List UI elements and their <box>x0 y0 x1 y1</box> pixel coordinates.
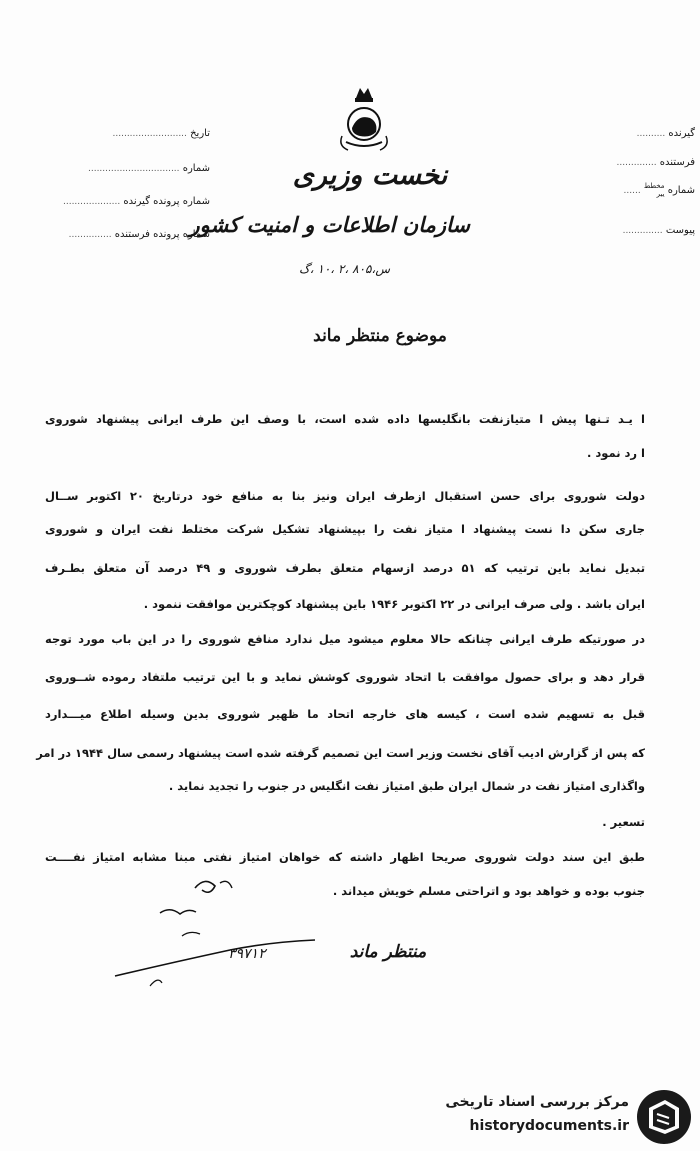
recipient-label: گیرنده <box>668 128 695 139</box>
sublabel-line1: مخطط <box>643 182 665 190</box>
sender-file-number-label: شماره پرونده فرستنده <box>114 229 210 240</box>
handwritten-numbers: ۳۹۷۱۲ <box>228 946 266 962</box>
body-line: تسعیر . <box>602 815 645 829</box>
body-line: جاری سکن دا نست پیشنهاد ا متیاز نفت را بپیشنهاد تشکیل شرکت مختلط نفت ایران و شوروی <box>45 522 645 536</box>
recipient-field <box>565 128 695 139</box>
body-line: واگذاری امتیاز نفت در شمال ایران طبق امتیاز نفت انگلیس در جنوب را تجدید نماید . <box>168 779 645 793</box>
body-line: جنوب بوده و خواهد بود و اتراحتی مسلم خویش میداند . <box>332 884 645 898</box>
date-label: تاریخ <box>190 128 210 139</box>
right-number-dots: ...... <box>623 186 641 196</box>
subject-heading: موضوع منتظر ماند <box>313 326 447 346</box>
recipient-file-number-field <box>63 196 210 207</box>
number-dots: ................................ <box>87 164 180 174</box>
sender-field <box>565 157 695 168</box>
body-line: قرار دهد و برای حصول موافقت با اتحاد شوروی کوشش نماید و با این ترتیب ملتفاد رموده شــوروی <box>45 670 645 684</box>
number-field <box>88 163 210 174</box>
sublabel-line2: ییر <box>656 190 665 198</box>
date-dots: .......................... <box>112 129 187 139</box>
lion-and-sun-emblem-icon <box>330 84 398 162</box>
body-line: تبدیل نماید باین ترتیب که ۵۱ درصد ازسهام متعلق بطرف شوروی و ۴۹ درصد آن متعلق بطـرف <box>45 561 646 575</box>
body-line: دولت شوروی برای حسن استقبال ازطرف ایران ونیز بنا به منافع خود درتاریخ ۲۰ اکتوبر ســال <box>45 489 645 503</box>
recipient-file-dots: .................... <box>62 197 121 207</box>
right-number-sublabel <box>644 182 665 198</box>
attachment-field <box>565 225 695 236</box>
right-number-label: شماره <box>667 185 695 196</box>
watermark <box>405 1086 697 1148</box>
organization-subtitle: سازمان اطلاعات و امنیت کشور <box>189 212 470 237</box>
organization-title: نخست وزیری <box>292 160 448 191</box>
attachment-label: پیوست <box>665 225 695 236</box>
recipient-dots: .......... <box>636 129 666 139</box>
sender-file-number-field <box>69 229 210 240</box>
body-line: ا رد نمود . <box>587 446 645 460</box>
watermark-title: مرکز بررسی اسناد تاریخی <box>445 1094 629 1110</box>
body-line: در صورتیکه طرف ایرانی چنانکه حالا معلوم میشود میل ندارد منافع شوروی را در این باب مورد توجه <box>45 632 645 646</box>
date-field <box>113 128 210 139</box>
sender-dots: .............. <box>616 158 657 168</box>
body-line: قبل به تسهیم شده است ، کیسه های خارجه اتحاد ما ظهیر شوروی بدین وسیله اطلاع میـــدارد <box>45 707 645 721</box>
body-line: طبق این سند دولت شوروی صریحا اظهار داشته که خواهان امتیاز نفتی مبنا مشابه امتیاز نفــــت <box>45 850 645 864</box>
attachment-dots: .............. <box>622 226 663 236</box>
sender-file-dots: ............... <box>68 230 112 240</box>
body-line: که پس از گزارش ادیب آقای نخست وزیر است این تصمیم گرفته شده است پیشنهاد رسمی سال ۱۹۴۴ در امر <box>36 746 645 760</box>
watermark-url: historydocuments.ir <box>469 1118 629 1134</box>
body-line: ایران باشد . ولی صرف ایرانی در ۲۲ اکتوبر ۱۹۴۶ باین پیشنهاد کوچکترین موافقت ننمود . <box>143 597 645 611</box>
archive-logo-icon <box>635 1088 693 1146</box>
handwritten-signature-icon <box>110 868 350 988</box>
number-label: شماره <box>182 163 210 174</box>
reference-number: س،۸۰۵ ،۲ ،۱۰ ،گ <box>298 262 390 276</box>
recipient-file-number-label: شماره پرونده گیرنده <box>123 196 210 207</box>
sender-label: فرستنده <box>659 157 695 168</box>
signature-text: منتظر ماند <box>349 942 427 962</box>
body-line: ا یـد تـنها پیش ا متیازنفت بانگلیسها داده شده است، با وصف این طرف ایرانی پیشنهاد شوروی <box>45 412 645 426</box>
right-number-field <box>565 182 695 198</box>
